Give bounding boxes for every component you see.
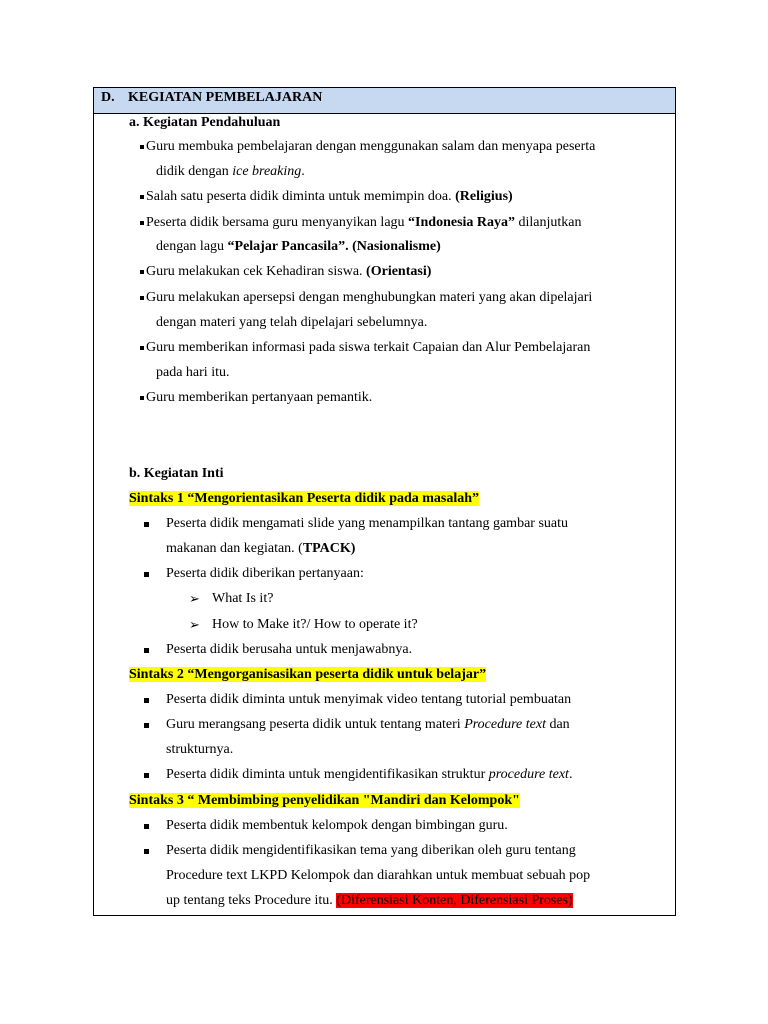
pendahuluan-item-4: Guru melakukan cek Kehadiran siswa. (Orientasi) — [146, 264, 432, 279]
pendahuluan-item-5-line-1: Guru melakukan apersepsi dengan menghubungkan materi yang akan dipelajari — [146, 290, 593, 305]
bullet-square-icon — [144, 723, 149, 728]
pendahuluan-item-2: Salah satu peserta didik diminta untuk memimpin doa. (Religius) — [146, 189, 513, 204]
arrow-bullet-icon: ➢ — [189, 617, 200, 632]
sintaks-1-subitem-1: What Is it? — [212, 591, 274, 606]
bullet-square-icon — [140, 145, 144, 149]
pendahuluan-item-1-line-2: didik dengan ice breaking. — [156, 164, 305, 179]
sintaks-3-item-2-line-1: Peserta didik mengidentifikasikan tema yang diberikan oleh guru tentang — [166, 843, 576, 858]
sintaks-2-heading: Sintaks 2 “Mengorganisasikan peserta didik untuk belajar” — [129, 667, 487, 682]
sintaks-3-heading: Sintaks 3 “ Membimbing penyelidikan "Mandiri dan Kelompok" — [129, 793, 520, 808]
sintaks-1-item-1-line-1: Peserta didik mengamati slide yang menampilkan tantang gambar suatu — [166, 516, 569, 531]
bullet-square-icon — [140, 346, 144, 350]
pendahuluan-item-3-line-2: dengan lagu “Pelajar Pancasila”. (Nasionalisme) — [156, 239, 441, 254]
bullet-square-icon — [140, 296, 144, 300]
pendahuluan-heading: a. Kegiatan Pendahuluan — [129, 115, 281, 130]
bullet-square-icon — [144, 648, 149, 653]
pendahuluan-item-7: Guru memberikan pertanyaan pemantik. — [146, 390, 373, 405]
sintaks-3-item-2-line-3: up tentang teks Procedure itu. (Diferensiasi Konten, Diferensiasi Proses) — [166, 893, 573, 908]
bullet-square-icon — [144, 849, 149, 854]
sintaks-2-item-2-line-1: Guru merangsang peserta didik untuk tentang materi Procedure text dan — [166, 717, 570, 732]
section-header — [94, 88, 675, 114]
pendahuluan-item-3-line-1: Peserta didik bersama guru menyanyikan lagu “Indonesia Raya” dilanjutkan — [146, 215, 582, 230]
bullet-square-icon — [144, 698, 149, 703]
sintaks-1-item-1-line-2: makanan dan kegiatan. (TPACK) — [166, 541, 356, 556]
bullet-square-icon — [144, 773, 149, 778]
differentiation-highlight: (Diferensiasi Konten, Diferensiasi Proses) — [336, 893, 573, 908]
sintaks-3-item-2-line-2: Procedure text LKPD Kelompok dan diarahkan untuk membuat sebuah pop — [166, 868, 591, 883]
inti-heading: b. Kegiatan Inti — [129, 466, 224, 481]
sintaks-2-item-3: Peserta didik diminta untuk mengidentifikasikan struktur procedure text. — [166, 767, 573, 782]
bullet-square-icon — [140, 396, 144, 400]
bullet-square-icon — [140, 270, 144, 274]
bullet-square-icon — [144, 522, 149, 527]
sintaks-1-heading: Sintaks 1 “Mengorientasikan Peserta didik pada masalah” — [129, 491, 480, 506]
bullet-square-icon — [140, 221, 144, 225]
bullet-square-icon — [144, 824, 149, 829]
lesson-plan-table — [93, 87, 676, 916]
pendahuluan-item-6-line-1: Guru memberikan informasi pada siswa terkait Capaian dan Alur Pembelajaran — [146, 340, 591, 355]
section-title: D. KEGIATAN PEMBELAJARAN — [101, 90, 323, 105]
arrow-bullet-icon: ➢ — [189, 591, 200, 606]
pendahuluan-item-6-line-2: pada hari itu. — [156, 365, 230, 380]
bullet-square-icon — [144, 572, 149, 577]
sintaks-2-item-1: Peserta didik diminta untuk menyimak video tentang tutorial pembuatan — [166, 692, 572, 707]
sintaks-1-subitem-2: How to Make it?/ How to operate it? — [212, 617, 418, 632]
sintaks-1-item-2: Peserta didik diberikan pertanyaan: — [166, 566, 364, 581]
sintaks-1-item-3: Peserta didik berusaha untuk menjawabnya. — [166, 642, 413, 657]
pendahuluan-item-5-line-2: dengan materi yang telah dipelajari sebelumnya. — [156, 315, 428, 330]
sintaks-2-item-2-line-2: strukturnya. — [166, 742, 234, 757]
bullet-square-icon — [140, 195, 144, 199]
sintaks-3-item-1: Peserta didik membentuk kelompok dengan bimbingan guru. — [166, 818, 508, 833]
pendahuluan-item-1-line-1: Guru membuka pembelajaran dengan menggunakan salam dan menyapa peserta — [146, 139, 596, 154]
